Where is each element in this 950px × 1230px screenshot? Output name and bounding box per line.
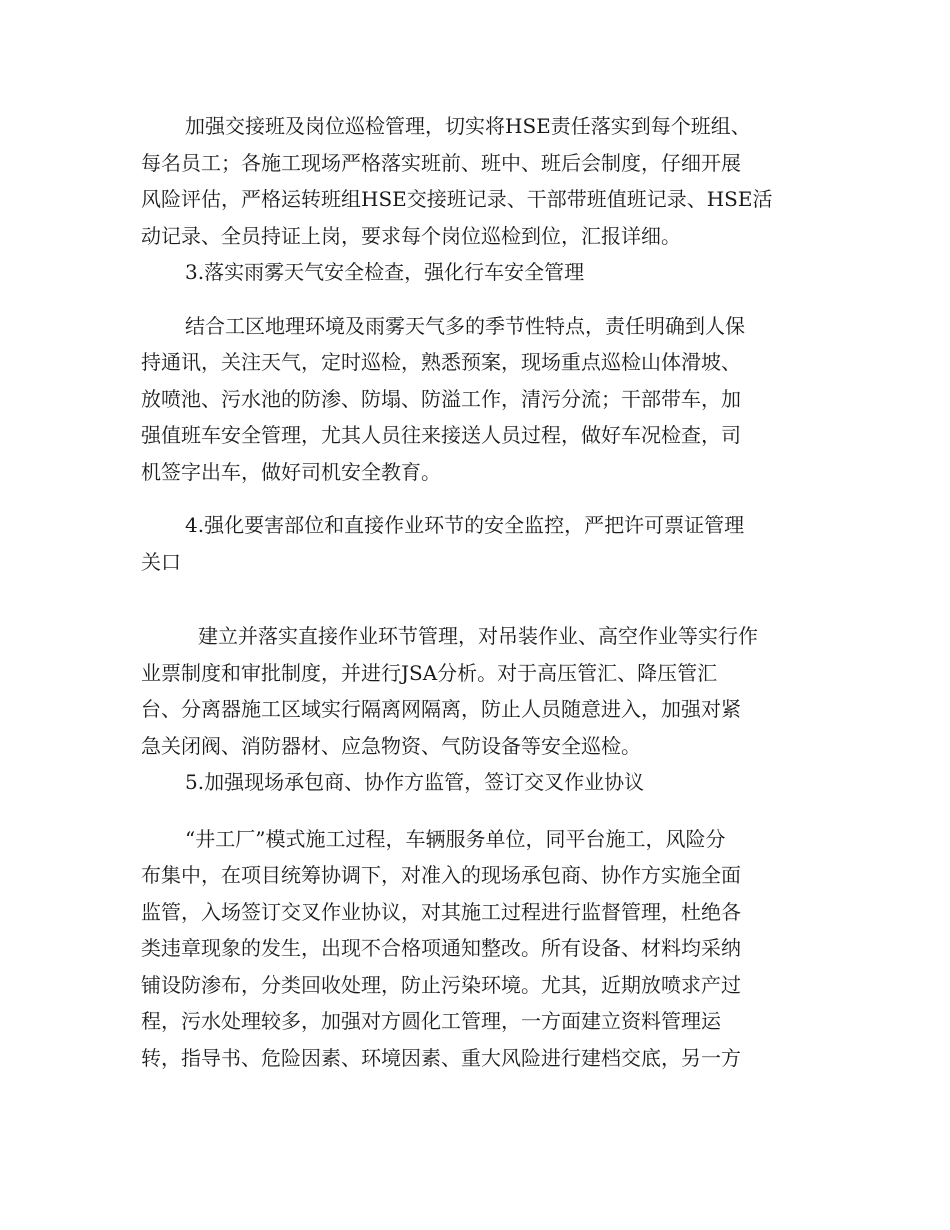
text-line: 台、分离器施工区域实行隔离网隔离，防止人员随意进入，加强对紧 [141,697,741,721]
text-line: 监管，入场签订交叉作业协议，对其施工过程进行监督管理，杜绝各 [141,899,741,924]
text-line: 加强交接班及岗位巡检管理，切实将HSE责任落实到每个班组、 [185,114,751,138]
text-line: 风险评估，严格运转班组HSE交接班记录、干部带班值班记录、HSE活 [141,187,773,211]
text-line: 布集中，在项目统筹协调下，对准入的现场承包商、协作方实施全面 [141,863,741,887]
text-line: 业票制度和审批制度，并进行JSA分析。对于高压管汇、降压管汇 [141,660,718,685]
text-line: 程，污水处理较多，加强对方圆化工管理，一方面建立资料管理运 [141,1009,721,1033]
text-line: 强值班车安全管理，尤其人员往来接送人员过程，做好车况检查，司 [141,423,741,447]
paragraph-contractor-supervision [141,821,850,1077]
text-line: 放喷池、污水池的防渗、防塌、防溢工作，清污分流；干部带车，加 [141,386,741,411]
text-line: 转，指导书、危险因素、环境因素、重大风险进行建档交底，另一方 [141,1045,741,1070]
section-heading-5: 5.加强现场承包商、协作方监管，签订交叉作业协议 [185,770,645,794]
section-heading-4 [141,507,850,580]
text-line: 建立并落实直接作业环节管理，对吊装作业、高空作业等实行作 [198,624,758,648]
text-line: 结合工区地理环境及雨雾天气多的季节性特点，责任明确到人保 [185,313,745,338]
heading-line: 4.强化要害部位和直接作业环节的安全监控，严把许可票证管理 [185,513,745,537]
paragraph-direct-operations [141,618,850,764]
text-line: 机签字出车，做好司机安全教育。 [141,459,441,484]
text-line: 铺设防渗布，分类回收处理，防止污染环境。尤其，近期放喷求产过 [141,972,741,997]
text-line: 动记录、全员持证上岗，要求每个岗位巡检到位，汇报详细。 [141,223,681,248]
text-line: “井工厂”模式施工过程，车辆服务单位，同平台施工，风险分 [185,826,726,851]
text-line: 持通讯，关注天气，定时巡检，熟悉预案，现场重点巡检山体滑坡、 [141,350,741,374]
heading-line: 关口 [141,549,181,574]
text-line: 类违章现象的发生，出现不合格项通知整改。所有设备、材料均采纳 [141,936,741,960]
text-line: 急关闭阀、消防器材、应急物资、气防设备等安全巡检。 [141,733,641,758]
text-line: 每名员工；各施工现场严格落实班前、班中、班后会制度，仔细开展 [141,150,741,175]
section-heading-3: 3.落实雨雾天气安全检查，强化行车安全管理 [185,260,585,284]
paragraph-shift-handover [141,108,850,254]
paragraph-weather-inspection [141,308,850,491]
